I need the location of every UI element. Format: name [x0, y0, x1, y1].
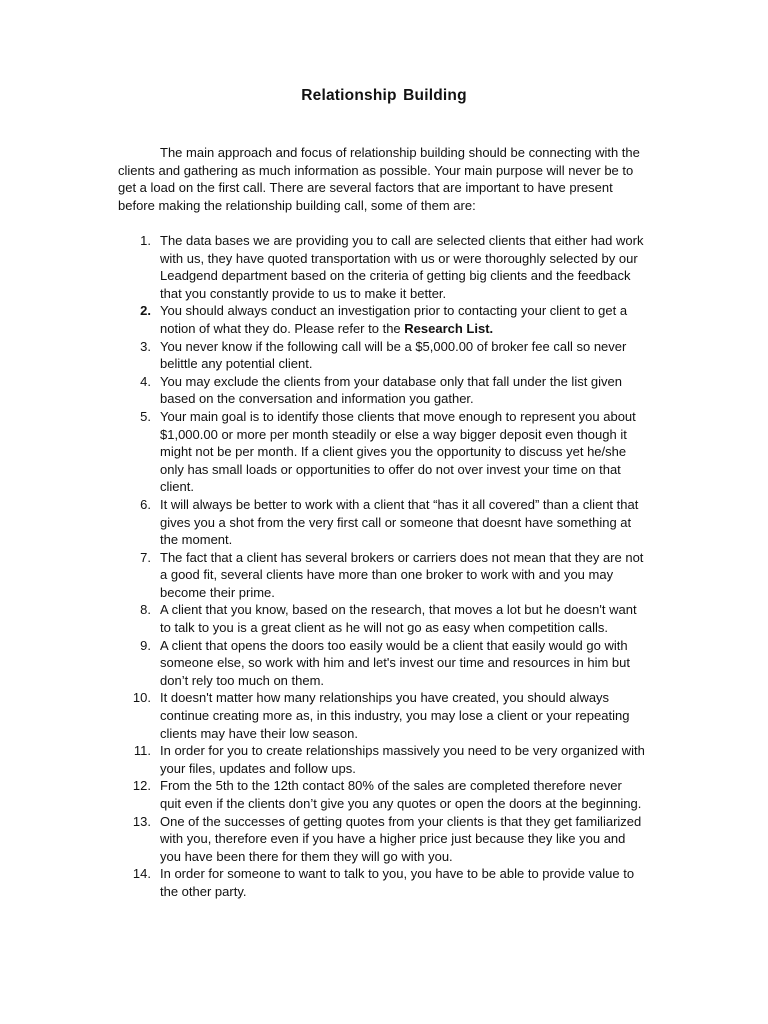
list-item-number: 7. — [140, 549, 151, 565]
list-item-number: 5. — [140, 408, 151, 424]
list-item-number: 13. — [132, 813, 151, 829]
list-item-text: It doesn't matter how many relationships you have created, you should always continue creating more as, in this industry, you may lose a client or your repeating clients may have their low season. — [160, 690, 630, 741]
intro-paragraph: The main approach and focus of relationship building should be connecting with the clients and gathering as much information as possible. Your main purpose will never be to get a load on the first call. There are several factors that are important to have present before making the relationship building call, some of them are: — [118, 145, 640, 213]
list-item-text: In order for you to create relationships massively you need to be very organized with your files, updates and follow ups. — [160, 743, 645, 776]
list-item-number: 4. — [140, 373, 151, 389]
list-item-number: 9. — [140, 637, 151, 653]
list-item-number: 14. — [132, 866, 151, 882]
list-item-text: A client that opens the doors too easily would be a client that easily would go with someone else, so work with him and let's invest our time and resources in him but don’t rely too much on them. — [160, 637, 630, 688]
list-item — [118, 232, 646, 302]
list-item-text: It will always be better to work with a client that “has it all covered” than a client that gives you a shot from the very first call or someone that doesnt have something at the moment. — [160, 496, 639, 548]
list-item — [118, 777, 646, 812]
list-item-number: 2. — [140, 303, 151, 319]
list-item — [118, 689, 646, 742]
document-title: Relationship Building — [301, 87, 467, 104]
list-item — [118, 373, 646, 408]
list-item-text: One of the successes of getting quotes from your clients is that they get familiarized with you, therefore even if you have a higher price just because they like you and you have been there for them they will go with you. — [160, 813, 642, 864]
list-item-number: 8. — [140, 602, 151, 618]
list-item — [118, 637, 646, 690]
list-item — [118, 408, 646, 496]
list-item-number: 3. — [140, 338, 151, 354]
list-item-number: 1. — [140, 233, 151, 248]
list-item — [118, 496, 646, 549]
research-list-reference: Research List. — [404, 320, 494, 336]
list-item-text: You may exclude the clients from your database only that fall under the list given based on the conversation and information you gather. — [160, 373, 623, 407]
list-item-text: In order for someone to want to talk to you, you have to be able to provide value to the other party. — [160, 866, 635, 899]
list-item-text: From the 5th to the 12th contact 80% of the sales are completed therefore never quit even if the clients don’t give you any quotes or open the doors at the beginning. — [160, 778, 642, 811]
list-item-text: The data bases we are providing you to call are selected clients that either had work with us, they have quoted transportation with us or were thoroughly selected by our Leadgend department based on the criteria of getting big clients and the feedback that you constantly provide to us to make it better. — [160, 233, 644, 301]
list-item — [118, 813, 646, 866]
list-item — [118, 302, 646, 337]
list-item — [118, 549, 646, 602]
factors-list — [118, 232, 646, 901]
list-item-number: 6. — [140, 496, 151, 512]
list-item-number: 12. — [132, 778, 151, 794]
list-item-number: 10. — [132, 690, 151, 706]
list-item-number: 11. — [133, 743, 151, 759]
list-item-text: The fact that a client has several brokers or carriers does not mean that they are not a good fit, several clients have more than one broker to work with and you may become their prime. — [160, 549, 644, 600]
list-item-text: You should always conduct an investigation prior to contacting your client to get a notion of what they do. Please refer to the — [160, 303, 628, 336]
list-item — [118, 865, 646, 900]
list-item — [118, 742, 646, 777]
list-item-text: A client that you know, based on the research, that moves a lot but he doesn't want to talk to you is a great client as he will not go as easy when competition calls. — [160, 602, 637, 636]
list-item-text: Your main goal is to identify those clients that move enough to represent you about $1,000.00 or more per month steadily or else a way bigger deposit even though it might not be per month. If a client gives you the opportunity to discuss yet he/she only has small loads or opportunities to offer do not over invest your time on that client. — [160, 408, 636, 495]
list-item — [118, 601, 646, 636]
list-item — [118, 338, 646, 373]
list-item-text: You never know if the following call will be a $5,000.00 of broker fee call so never belittle any potential client. — [160, 338, 627, 372]
